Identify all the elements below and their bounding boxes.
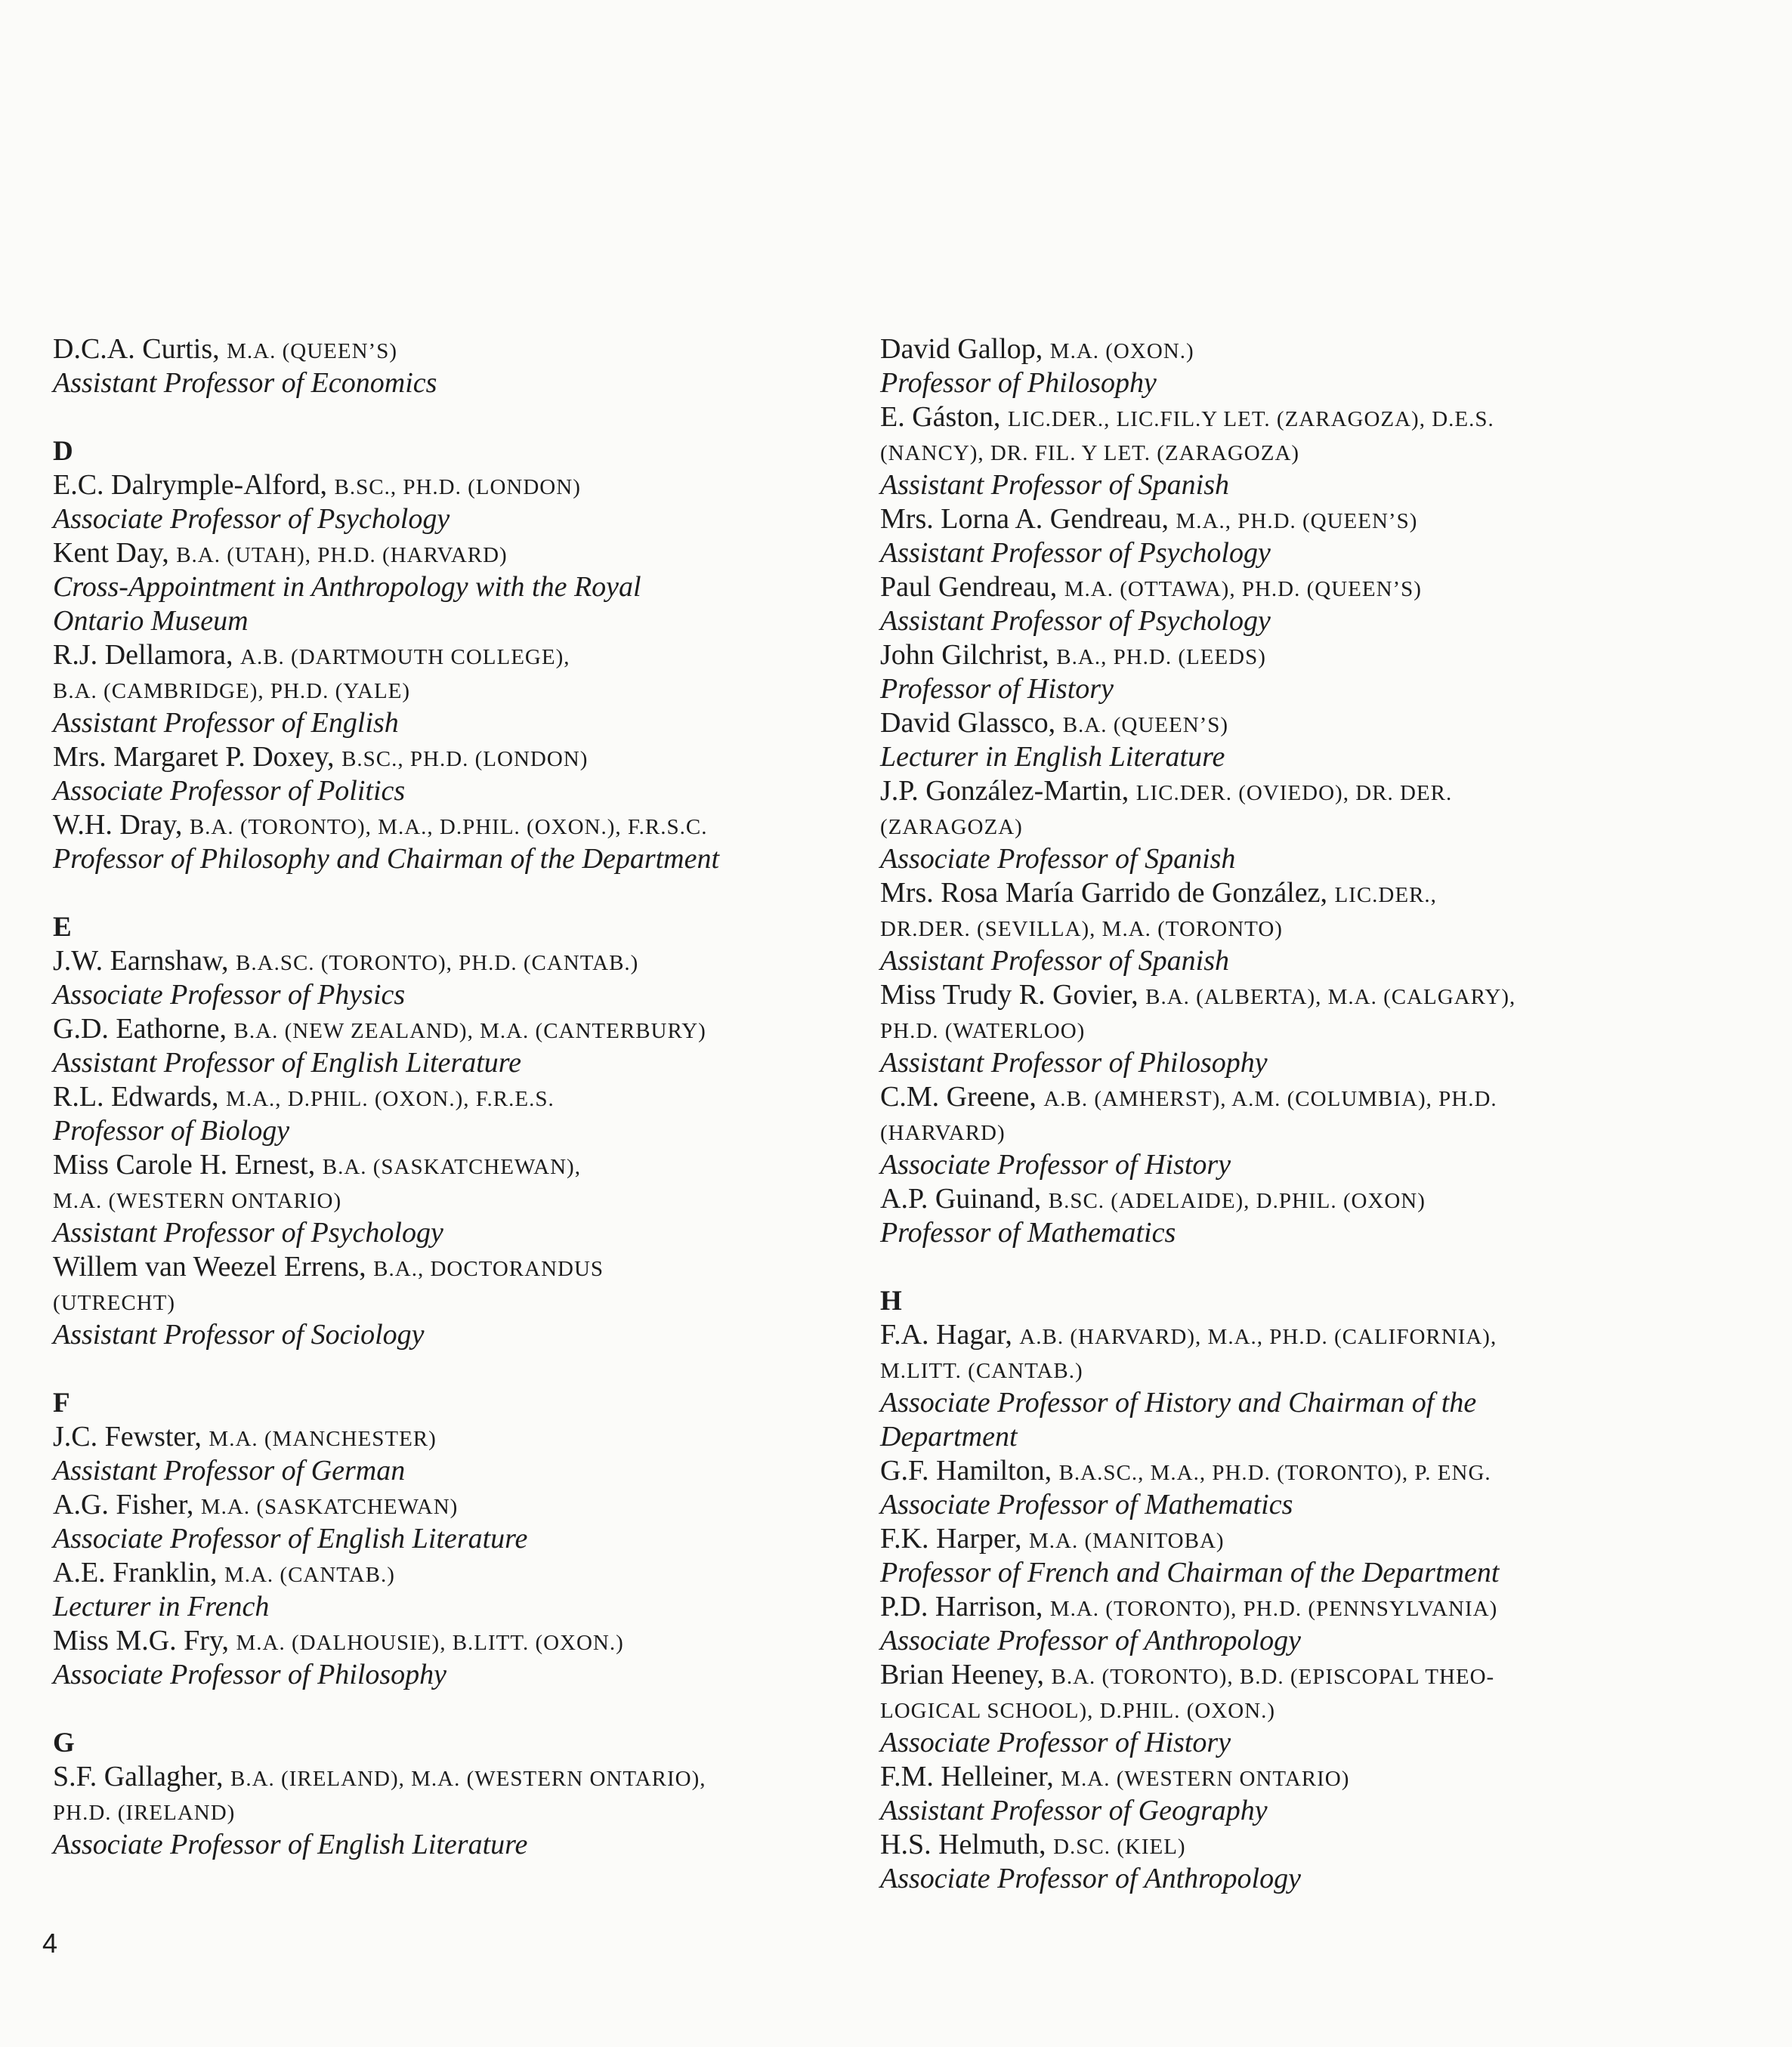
faculty-position: Associate Professor of History bbox=[880, 1727, 1231, 1758]
faculty-credentials: M.A. (DALHOUSIE), B.LITT. (OXON.) bbox=[236, 1631, 624, 1655]
faculty-name: P.D. Harrison, bbox=[880, 1591, 1043, 1622]
faculty-position: Professor of French and Chairman of the Department bbox=[880, 1557, 1500, 1589]
faculty-credentials: M.LITT. (CANTAB.) bbox=[880, 1359, 1083, 1383]
right-column bbox=[880, 332, 1749, 1896]
faculty-position: Lecturer in French bbox=[53, 1591, 270, 1622]
faculty-credentials: B.A. (UTAH), PH.D. (HARVARD) bbox=[176, 543, 508, 567]
faculty-position: Associate Professor of English Literature bbox=[53, 1523, 528, 1555]
faculty-entry bbox=[880, 1454, 1749, 1488]
faculty-entry bbox=[880, 1522, 1749, 1556]
faculty-name: R.L. Edwards, bbox=[53, 1081, 219, 1113]
faculty-credentials-continued bbox=[880, 1692, 1749, 1726]
faculty-position: Associate Professor of English Literature bbox=[53, 1829, 528, 1860]
left-column bbox=[53, 332, 876, 1862]
faculty-position: Associate Professor of Physics bbox=[53, 979, 406, 1011]
faculty-position: Assistant Professor of Philosophy bbox=[880, 1047, 1268, 1079]
faculty-entry bbox=[53, 1556, 876, 1590]
faculty-credentials: A.B. (AMHERST), A.M. (COLUMBIA), PH.D. bbox=[1043, 1087, 1497, 1111]
faculty-position: Assistant Professor of Spanish bbox=[880, 469, 1230, 501]
faculty-entry bbox=[53, 1080, 876, 1114]
faculty-entry bbox=[880, 1760, 1749, 1794]
faculty-entry bbox=[880, 638, 1749, 672]
faculty-credentials: LOGICAL SCHOOL), D.PHIL. (OXON.) bbox=[880, 1699, 1276, 1723]
faculty-entry bbox=[53, 332, 876, 366]
faculty-position: Assistant Professor of Sociology bbox=[53, 1319, 425, 1351]
faculty-credentials: B.SC., PH.D. (LONDON) bbox=[341, 747, 589, 771]
faculty-name: J.C. Fewster, bbox=[53, 1421, 202, 1453]
faculty-credentials: (NANCY), DR. FIL. Y LET. (ZARAGOZA) bbox=[880, 441, 1300, 465]
faculty-entry bbox=[880, 978, 1749, 1012]
faculty-credentials: M.A., PH.D. (QUEEN’S) bbox=[1176, 509, 1418, 533]
faculty-position: Ontario Museum bbox=[53, 605, 249, 637]
faculty-entry bbox=[53, 1488, 876, 1522]
faculty-entry bbox=[53, 1148, 876, 1182]
faculty-credentials-continued bbox=[880, 1352, 1749, 1386]
faculty-credentials: PH.D. (WATERLOO) bbox=[880, 1019, 1086, 1043]
faculty-name: Brian Heeney, bbox=[880, 1659, 1044, 1690]
faculty-entry bbox=[53, 536, 876, 570]
faculty-position: Professor of Philosophy and Chairman of the Department bbox=[53, 843, 720, 875]
faculty-credentials: B.A., PH.D. (LEEDS) bbox=[1056, 645, 1266, 669]
faculty-credentials: B.A. (TORONTO), M.A., D.PHIL. (OXON.), F.R.S.C. bbox=[189, 815, 708, 839]
faculty-credentials: LIC.DER., bbox=[1334, 883, 1437, 907]
section-letter: F bbox=[53, 1388, 70, 1419]
faculty-credentials-continued bbox=[53, 672, 876, 706]
faculty-credentials: B.A.SC., M.A., PH.D. (TORONTO), P. ENG. bbox=[1058, 1461, 1491, 1485]
faculty-position: Cross-Appointment in Anthropology with the Royal bbox=[53, 571, 641, 603]
faculty-credentials: B.SC. (ADELAIDE), D.PHIL. (OXON) bbox=[1048, 1189, 1426, 1213]
faculty-credentials: M.A., D.PHIL. (OXON.), F.R.E.S. bbox=[226, 1087, 555, 1111]
faculty-entry bbox=[53, 740, 876, 774]
faculty-credentials: M.A. (WESTERN ONTARIO) bbox=[1061, 1767, 1350, 1791]
faculty-entry bbox=[880, 1182, 1749, 1216]
faculty-credentials: (ZARAGOZA) bbox=[880, 815, 1023, 839]
faculty-name: F.M. Helleiner, bbox=[880, 1761, 1054, 1792]
faculty-position: Professor of Mathematics bbox=[880, 1217, 1176, 1249]
section-letter: E bbox=[53, 912, 72, 943]
faculty-position: Assistant Professor of German bbox=[53, 1455, 406, 1487]
faculty-position: Assistant Professor of Psychology bbox=[53, 1217, 443, 1249]
faculty-name: G.D. Eathorne, bbox=[53, 1013, 227, 1045]
faculty-position: Assistant Professor of Psychology bbox=[880, 537, 1271, 569]
faculty-credentials: M.A. (OXON.) bbox=[1049, 339, 1194, 363]
faculty-position: Assistant Professor of Psychology bbox=[880, 605, 1271, 637]
faculty-entry bbox=[53, 1624, 876, 1658]
faculty-entry bbox=[880, 1658, 1749, 1692]
faculty-name: G.F. Hamilton, bbox=[880, 1455, 1052, 1487]
faculty-credentials: D.SC. (KIEL) bbox=[1053, 1835, 1186, 1859]
faculty-name: A.E. Franklin, bbox=[53, 1557, 218, 1589]
faculty-credentials-continued bbox=[880, 1012, 1749, 1046]
faculty-credentials: B.A. (CAMBRIDGE), PH.D. (YALE) bbox=[53, 679, 411, 703]
faculty-position: Assistant Professor of English Literature bbox=[53, 1047, 522, 1079]
faculty-name: Miss M.G. Fry, bbox=[53, 1625, 229, 1656]
faculty-name: David Glassco, bbox=[880, 707, 1056, 739]
faculty-position: Associate Professor of Anthropology bbox=[880, 1863, 1301, 1894]
faculty-entry bbox=[880, 706, 1749, 740]
faculty-credentials: LIC.DER., LIC.FIL.Y LET. (ZARAGOZA), D.E.S. bbox=[1007, 407, 1494, 431]
faculty-credentials: M.A. (QUEEN’S) bbox=[227, 339, 397, 363]
faculty-credentials: M.A. (MANITOBA) bbox=[1029, 1529, 1225, 1553]
faculty-entry bbox=[53, 808, 876, 842]
faculty-name: David Gallop, bbox=[880, 333, 1043, 365]
faculty-name: J.P. González-Martin, bbox=[880, 775, 1129, 807]
faculty-name: A.P. Guinand, bbox=[880, 1183, 1042, 1215]
section-letter: D bbox=[53, 436, 73, 467]
page-number: 4 bbox=[42, 1928, 58, 1959]
faculty-credentials: LIC.DER. (OVIEDO), DR. DER. bbox=[1135, 781, 1453, 805]
faculty-position: Professor of Philosophy bbox=[880, 367, 1157, 399]
section-letter: H bbox=[880, 1286, 902, 1317]
faculty-credentials: B.A. (NEW ZEALAND), M.A. (CANTERBURY) bbox=[233, 1019, 706, 1043]
faculty-position: Associate Professor of Politics bbox=[53, 775, 406, 807]
faculty-credentials-continued bbox=[880, 910, 1749, 944]
faculty-name: D.C.A. Curtis, bbox=[53, 333, 220, 365]
faculty-name: Mrs. Lorna A. Gendreau, bbox=[880, 503, 1169, 535]
faculty-name: R.J. Dellamora, bbox=[53, 639, 233, 671]
faculty-name: Paul Gendreau, bbox=[880, 571, 1058, 603]
faculty-entry bbox=[880, 400, 1749, 434]
faculty-credentials: B.A., DOCTORANDUS bbox=[373, 1257, 604, 1281]
faculty-name: Mrs. Rosa María Garrido de González, bbox=[880, 877, 1327, 909]
faculty-credentials: (HARVARD) bbox=[880, 1121, 1006, 1145]
faculty-credentials-continued bbox=[53, 1794, 876, 1828]
faculty-position: Associate Professor of Psychology bbox=[53, 503, 450, 535]
faculty-credentials: B.A. (TORONTO), B.D. (EPISCOPAL THEO- bbox=[1051, 1665, 1495, 1689]
faculty-position: Associate Professor of Philosophy bbox=[53, 1659, 447, 1690]
faculty-credentials-continued bbox=[880, 434, 1749, 468]
faculty-position: Assistant Professor of English bbox=[53, 707, 399, 739]
faculty-credentials: B.A. (IRELAND), M.A. (WESTERN ONTARIO), bbox=[230, 1767, 706, 1791]
faculty-entry bbox=[880, 876, 1749, 910]
faculty-entry bbox=[880, 332, 1749, 366]
faculty-credentials: B.A. (ALBERTA), M.A. (CALGARY), bbox=[1145, 985, 1516, 1009]
faculty-position: Assistant Professor of Geography bbox=[880, 1795, 1268, 1826]
faculty-name: W.H. Dray, bbox=[53, 809, 183, 841]
faculty-credentials: M.A. (WESTERN ONTARIO) bbox=[53, 1189, 342, 1213]
faculty-position: Department bbox=[880, 1421, 1018, 1453]
faculty-position: Associate Professor of Mathematics bbox=[880, 1489, 1293, 1521]
faculty-name: Willem van Weezel Errens, bbox=[53, 1251, 366, 1283]
faculty-credentials-continued bbox=[53, 1284, 876, 1318]
faculty-credentials: PH.D. (IRELAND) bbox=[53, 1801, 236, 1825]
section-letter: G bbox=[53, 1727, 75, 1758]
faculty-name: Miss Carole H. Ernest, bbox=[53, 1149, 316, 1181]
faculty-position: Lecturer in English Literature bbox=[880, 741, 1225, 773]
faculty-entry bbox=[53, 944, 876, 978]
faculty-credentials: M.A. (OTTAWA), PH.D. (QUEEN’S) bbox=[1064, 577, 1422, 601]
faculty-credentials: A.B. (HARVARD), M.A., PH.D. (CALIFORNIA), bbox=[1019, 1325, 1497, 1349]
faculty-entry bbox=[53, 638, 876, 672]
faculty-credentials: DR.DER. (SEVILLA), M.A. (TORONTO) bbox=[880, 917, 1283, 941]
faculty-name: J.W. Earnshaw, bbox=[53, 945, 229, 977]
faculty-entry bbox=[880, 502, 1749, 536]
faculty-entry bbox=[53, 468, 876, 502]
faculty-entry bbox=[53, 1760, 876, 1794]
faculty-credentials: M.A. (SASKATCHEWAN) bbox=[200, 1495, 459, 1519]
faculty-credentials: M.A. (TORONTO), PH.D. (PENNSYLVANIA) bbox=[1049, 1597, 1498, 1621]
faculty-credentials: M.A. (MANCHESTER) bbox=[209, 1427, 437, 1451]
faculty-position: Associate Professor of Spanish bbox=[880, 843, 1236, 875]
faculty-name: F.A. Hagar, bbox=[880, 1319, 1012, 1351]
faculty-name: H.S. Helmuth, bbox=[880, 1829, 1046, 1860]
faculty-credentials: B.SC., PH.D. (LONDON) bbox=[334, 475, 581, 499]
faculty-credentials-continued bbox=[880, 1114, 1749, 1148]
faculty-credentials: (UTRECHT) bbox=[53, 1291, 176, 1315]
faculty-credentials-continued bbox=[880, 808, 1749, 842]
faculty-position: Associate Professor of History and Chairman of the bbox=[880, 1387, 1477, 1419]
faculty-name: E. Gáston, bbox=[880, 401, 1001, 433]
faculty-position: Associate Professor of History bbox=[880, 1149, 1231, 1181]
faculty-credentials: B.A. (SASKATCHEWAN), bbox=[322, 1155, 581, 1179]
faculty-position: Associate Professor of Anthropology bbox=[880, 1625, 1301, 1656]
faculty-name: Mrs. Margaret P. Doxey, bbox=[53, 741, 335, 773]
faculty-name: Kent Day, bbox=[53, 537, 169, 569]
faculty-name: S.F. Gallagher, bbox=[53, 1761, 224, 1792]
faculty-entry bbox=[880, 570, 1749, 604]
faculty-entry bbox=[880, 1590, 1749, 1624]
faculty-credentials: M.A. (CANTAB.) bbox=[224, 1563, 395, 1587]
faculty-credentials: B.A. (QUEEN’S) bbox=[1062, 713, 1229, 737]
faculty-credentials: B.A.SC. (TORONTO), PH.D. (CANTAB.) bbox=[236, 951, 639, 975]
faculty-position: Professor of Biology bbox=[53, 1115, 290, 1147]
faculty-entry bbox=[880, 1828, 1749, 1862]
faculty-position: Professor of History bbox=[880, 673, 1114, 705]
faculty-name: John Gilchrist, bbox=[880, 639, 1049, 671]
faculty-name: A.G. Fisher, bbox=[53, 1489, 194, 1521]
faculty-position: Assistant Professor of Spanish bbox=[880, 945, 1230, 977]
faculty-name: C.M. Greene, bbox=[880, 1081, 1037, 1113]
faculty-entry bbox=[880, 774, 1749, 808]
faculty-entry bbox=[53, 1012, 876, 1046]
faculty-credentials-continued bbox=[53, 1182, 876, 1216]
faculty-position: Assistant Professor of Economics bbox=[53, 367, 437, 399]
faculty-credentials: A.B. (DARTMOUTH COLLEGE), bbox=[240, 645, 570, 669]
faculty-entry bbox=[53, 1250, 876, 1284]
faculty-name: F.K. Harper, bbox=[880, 1523, 1022, 1555]
faculty-name: Miss Trudy R. Govier, bbox=[880, 979, 1139, 1011]
faculty-name: E.C. Dalrymple-Alford, bbox=[53, 469, 328, 501]
faculty-entry bbox=[53, 1420, 876, 1454]
faculty-entry bbox=[880, 1318, 1749, 1352]
faculty-entry bbox=[880, 1080, 1749, 1114]
